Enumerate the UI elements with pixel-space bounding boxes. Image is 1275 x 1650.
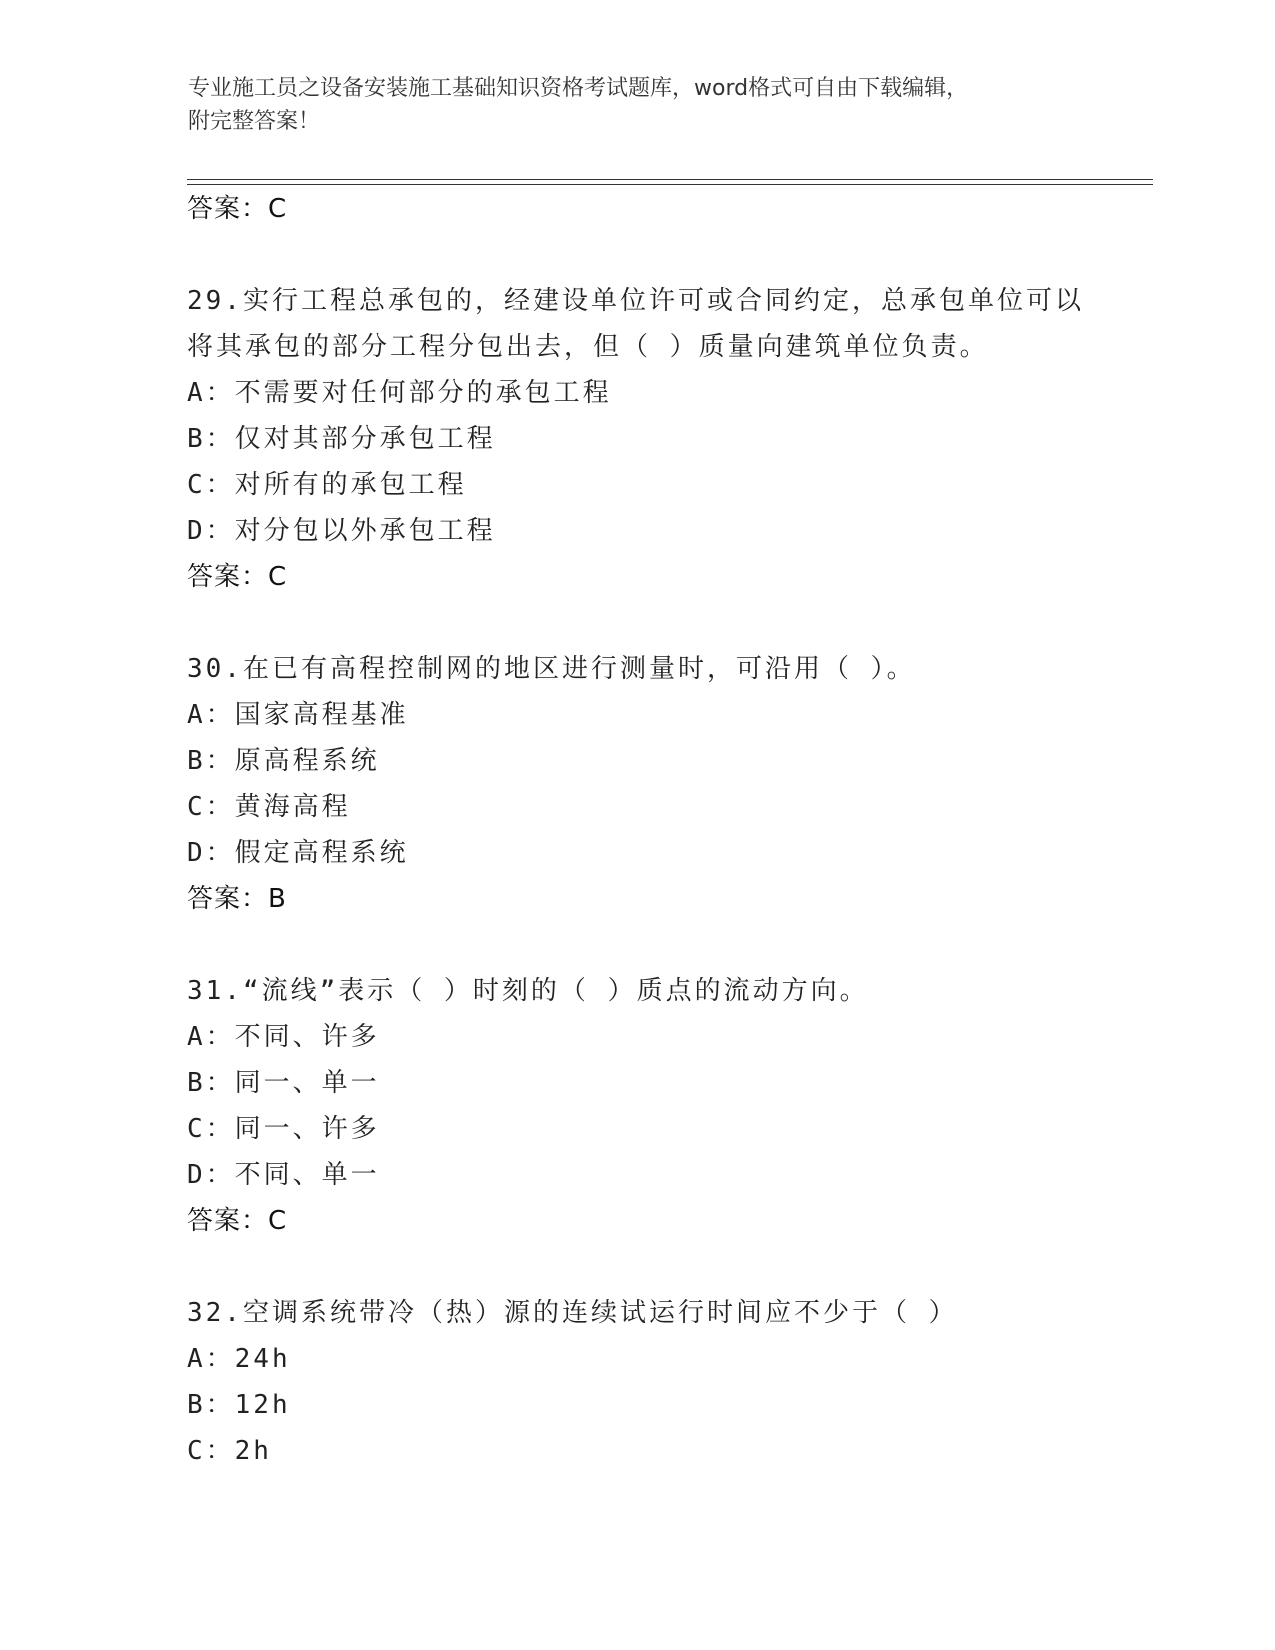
question-29 xyxy=(187,278,1107,600)
question-stem-continued: 将其承包的部分工程分包出去，但（ ）质量向建筑单位负责。 xyxy=(187,332,989,362)
question-list xyxy=(187,186,1107,1474)
option-a: A：不需要对任何部分的承包工程 xyxy=(187,378,612,408)
question-stem: 32.空调系统带冷（热）源的连续试运行时间应不少于（ ） xyxy=(187,1298,958,1328)
question-31 xyxy=(187,968,1107,1244)
option-d: D：假定高程系统 xyxy=(187,838,409,868)
document-header xyxy=(188,72,1088,138)
answer: 答案：C xyxy=(187,1206,288,1236)
option-b: B：12h xyxy=(187,1390,291,1420)
option-b: B：同一、单一 xyxy=(187,1068,380,1098)
question-32 xyxy=(187,1290,1107,1474)
option-b: B：原高程系统 xyxy=(187,746,380,776)
answer: 答案：B xyxy=(187,884,287,914)
previous-answer: 答案：C xyxy=(187,194,288,224)
option-c: C：黄海高程 xyxy=(187,792,351,822)
header-line-1: 专业施工员之设备安装施工基础知识资格考试题库，word格式可自由下载编辑， xyxy=(188,76,969,101)
question-stem: 29.实行工程总承包的，经建设单位许可或合同约定，总承包单位可以 xyxy=(187,286,1084,316)
option-c: C：对所有的承包工程 xyxy=(187,470,467,500)
option-d: D：对分包以外承包工程 xyxy=(187,516,496,546)
spacer xyxy=(187,1244,1107,1290)
question-stem: 30.在已有高程控制网的地区进行测量时，可沿用（ ）。 xyxy=(187,654,916,684)
option-c: C：同一、许多 xyxy=(187,1114,380,1144)
option-a: A：不同、许多 xyxy=(187,1022,380,1052)
spacer xyxy=(187,922,1107,968)
option-a: A：国家高程基准 xyxy=(187,700,409,730)
option-a: A：24h xyxy=(187,1344,291,1374)
spacer xyxy=(187,600,1107,646)
header-divider-bottom xyxy=(187,184,1153,185)
question-30 xyxy=(187,646,1107,922)
answer: 答案：C xyxy=(187,562,288,592)
question-stem: 31.“流线”表示（ ）时刻的（ ）质点的流动方向。 xyxy=(187,976,869,1006)
header-line-2: 附完整答案！ xyxy=(188,109,321,134)
option-d: D：不同、单一 xyxy=(187,1160,380,1190)
header-divider-top xyxy=(187,179,1153,180)
option-c: C：2h xyxy=(187,1436,272,1466)
spacer xyxy=(187,232,1107,278)
option-b: B：仅对其部分承包工程 xyxy=(187,424,496,454)
